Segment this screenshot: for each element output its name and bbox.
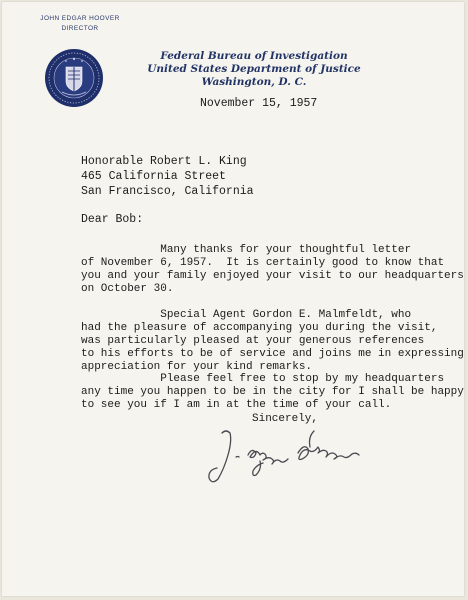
- agency-name: Federal Bureau of Investigation: [160, 50, 348, 62]
- salutation: Dear Bob:: [81, 213, 144, 226]
- paragraph-1: Many thanks for your thoughtful letter of November 6, 1957. It is certainly good to know that you and your family enjoyed your visit to our headquarters on October 30.: [81, 244, 464, 295]
- paragraph-3: Please feel free to stop by my headquarters any time you happen to be in the city for I shall be happy to see you if I am in at the time of your call.: [81, 373, 464, 411]
- recipient-name: Honorable Robert L. King: [81, 155, 247, 168]
- recipient-street: 465 California Street: [81, 170, 226, 183]
- department-name: United States Department of Justice: [147, 63, 361, 75]
- director-name: JOHN EDGAR HOOVER: [40, 15, 120, 22]
- fbi-seal-icon: [44, 48, 104, 108]
- director-title: DIRECTOR: [61, 25, 99, 32]
- letter-page: [2, 2, 464, 596]
- letter-date: November 15, 1957: [200, 97, 318, 110]
- city-name: Washington, D. C.: [201, 76, 307, 88]
- letterhead: [144, 50, 364, 89]
- recipient-city: San Francisco, California: [81, 185, 254, 198]
- paragraph-2: Special Agent Gordon E. Malmfeldt, who had the pleasure of accompanying you during the visit, was particularly pleased at your generous references to his efforts to be of service and joins me in expressing appreciation for your kind remarks.: [81, 309, 464, 373]
- closing: Sincerely,: [252, 413, 319, 425]
- recipient-address: [81, 154, 254, 199]
- signature-icon: [198, 419, 398, 487]
- director-block: [32, 14, 128, 34]
